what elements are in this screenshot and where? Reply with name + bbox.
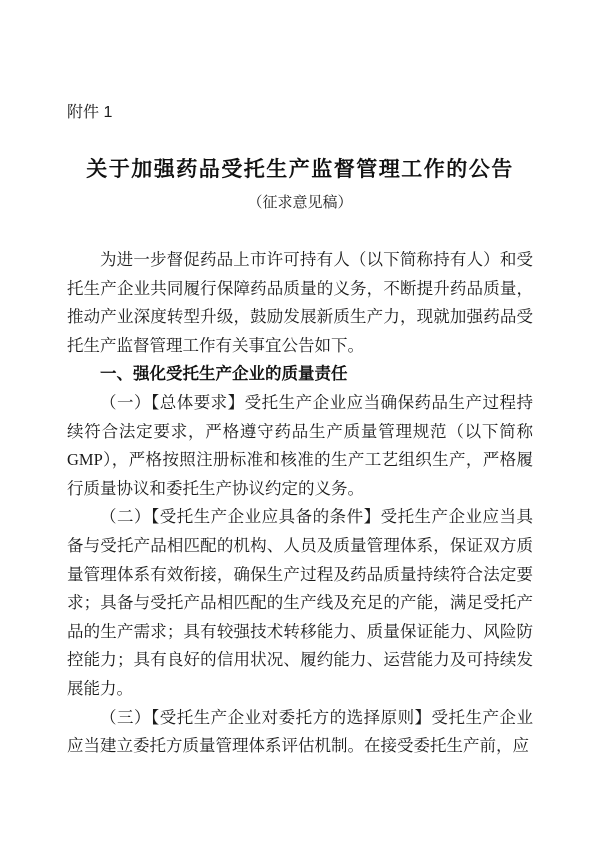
section-one-paragraph-1: （一）【总体要求】受托生产企业应当确保药品生产过程持续符合法定要求，严格遵守药品生产质量管理规范（以下简称GMP），严格按照注册标准和核准的生产工艺组织生产，严格履行质量协议和委托生产协议约定的义务。 [67,392,533,498]
section-one-paragraph-3: （三）【受托生产企业对委托方的选择原则】受托生产企业应当建立委托方质量管理体系评估机制。在接受委托生产前，应 [67,707,533,756]
intro-paragraph: 为进一步督促药品上市许可持有人（以下简称持有人）和受托生产企业共同履行保障药品质量的义务，不断提升药品质量，推动产业深度转型升级，鼓励发展新质生产力，现就加强药品受托生产监督管理工作有关事宜公告如下。 [67,250,533,355]
section-one-paragraph-2: （二）【受托生产企业应具备的条件】受托生产企业应当具备与受托产品相匹配的机构、人员及质量管理体系，保证双方质量管理体系有效衔接，确保生产过程及药品质量持续符合法定要求；具备与受托产品相匹配的生产线及充足的产能，满足受托产品的生产需求；具有较强技术转移能力、质量保证能力、风险防控能力；具有良好的信用状况、履约能力、运营能力及可持续发展能力。 [67,507,533,698]
document-subtitle: （征求意见稿） [247,193,353,211]
section-one-heading: 一、强化受托生产企业的质量责任 [100,365,348,384]
document-body [67,246,533,761]
attachment-label: 附件 1 [67,104,113,121]
document-title: 关于加强药品受托生产监督管理工作的公告 [86,156,514,181]
